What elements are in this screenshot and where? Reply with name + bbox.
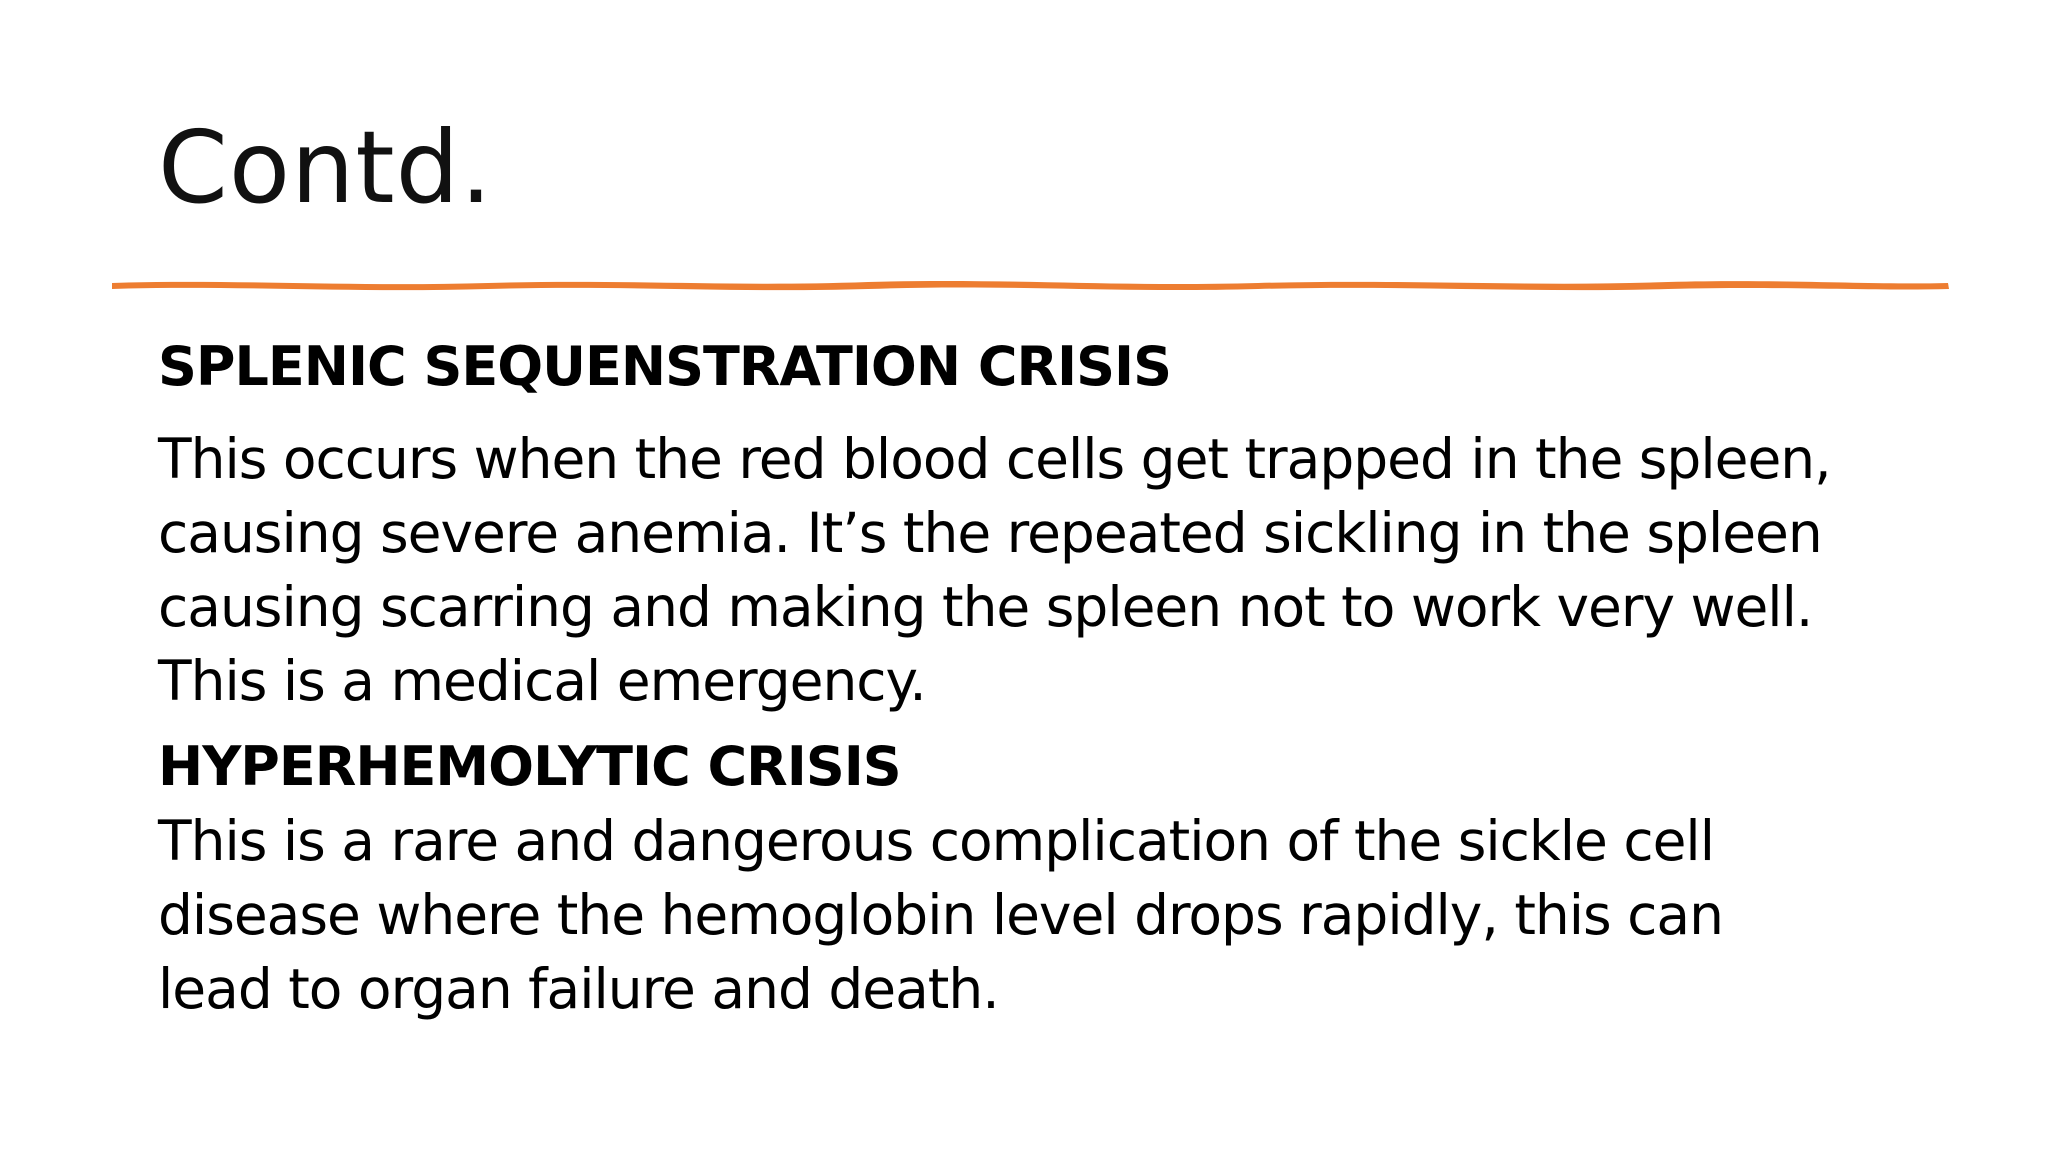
section-paragraph-splenic bbox=[158, 422, 1958, 718]
slide-body bbox=[158, 330, 1958, 1026]
paragraph-line: This occurs when the red blood cells get trapped in the spleen, bbox=[158, 427, 1831, 491]
paragraph-line: This is a rare and dangerous complication of the sickle cell bbox=[158, 809, 1714, 873]
slide-title: Contd. bbox=[158, 109, 493, 226]
paragraph-line: This is a medical emergency. bbox=[158, 649, 926, 713]
section-heading-splenic: SPLENIC SEQUENSTRATION CRISIS bbox=[158, 335, 1172, 398]
paragraph-line: causing scarring and making the spleen not to work very well. bbox=[158, 575, 1813, 639]
title-underline-brushstroke bbox=[108, 268, 1953, 302]
paragraph-line: disease where the hemoglobin level drops rapidly, this can bbox=[158, 883, 1723, 947]
section-paragraph-hyperhemolytic bbox=[158, 804, 1958, 1026]
section-heading-hyperhemolytic: HYPERHEMOLYTIC CRISIS bbox=[158, 735, 901, 798]
paragraph-line: lead to organ failure and death. bbox=[158, 957, 999, 1021]
paragraph-line: causing severe anemia. It’s the repeated sickling in the spleen bbox=[158, 501, 1822, 565]
